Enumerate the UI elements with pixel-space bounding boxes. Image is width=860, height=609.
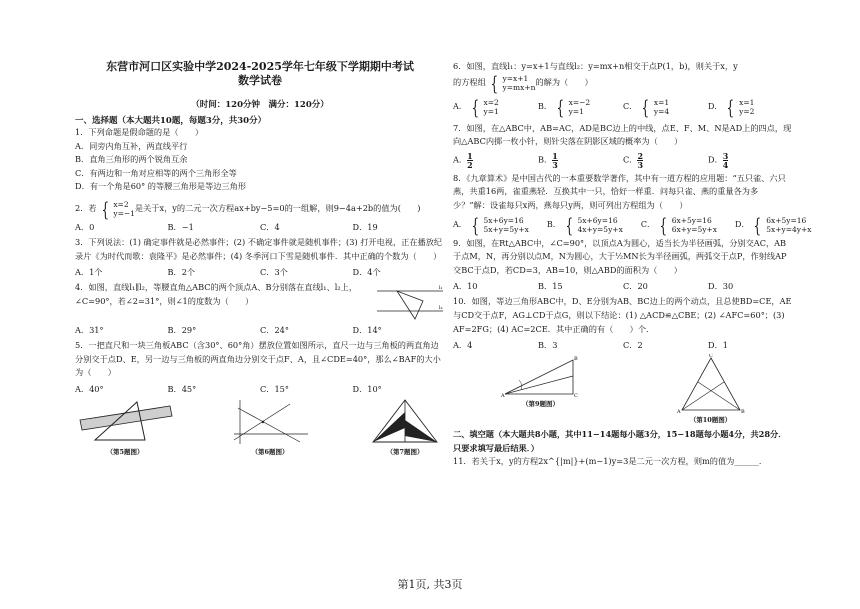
q9-stem: 9．如图，在Rt△ABC中，∠C=90°，以顶点A为圆心，适当长为半径画弧，分别交AC，AB于点M，N，再分别以点M，N为圆心，大于½MN长为半径画弧，两弧交于点P，作射线AP交BC于点D，若CD=3，AB=10，则△ABD的面积为（ ）	[453, 237, 787, 275]
section-1-heading: 一、选择题（本大题共10题，每题3分，共30分）	[75, 116, 267, 126]
q10-options: A．4 B．3 C．2 D．1	[453, 340, 728, 351]
q11-stem: 11．若关于x，y的方程2x^{|m|}+(m−1)y=3是二元一次方程，则m的值为______．	[453, 456, 768, 467]
svg-text:l₁: l₁	[439, 285, 443, 292]
q2-options: A．0 B．−1 C．4 D．19	[75, 221, 378, 232]
q5-options: A．40° B．45° C．15° D．10°	[75, 383, 382, 394]
q7-options: A． $\frac{1}{2}$ B． $\frac{1}{3}$ C． $\frac{2}{3}$ D． $\frac{3}{4}$	[453, 150, 729, 170]
q10-stem: 10．如图，等边三角形ABC中，D、E分别为AB、BC边上的两个动点，且总使BD=CE，AE与CD交于点F，AG⊥CD于点G，则以下结论：(1) △ACD≌△CBE；(2) ∠AFC=60°；(3) AF=2FG；(4) AC=2CE．其中正确的有（ ）个．	[453, 296, 792, 334]
fig-10-drawing	[676, 354, 746, 414]
fig-7-drawing	[365, 398, 445, 446]
title-line-2: 数学试卷	[238, 74, 282, 87]
q1-option-a: A．同旁内角互补，两直线平行	[75, 140, 188, 151]
q4-figure	[375, 281, 445, 321]
svg-text:B: B	[573, 356, 578, 363]
q9-options: A．10 B．15 C．20 D．30	[453, 281, 734, 292]
q6-stem: 6．如图，直线l₁：y=x+1与直线l₂：y=mx+n相交于点P(1，b)，则关于x，y	[453, 61, 738, 71]
fig-5: （第5题图）	[75, 398, 175, 456]
q4-stem: 4．如图，直线l₁∥l₂，等腰直角△ABC的两个顶点A、B分别落在直线l₁、l₂上，∠C=90°，若∠2=31°，则∠1的度数为（ ）	[75, 282, 358, 306]
title-line-1: 东营市河口区实验中学2024-2025学年七年级下学期期中考试	[106, 60, 414, 73]
left-column	[75, 60, 445, 456]
q3-stem: 3．下列说法：(1) 确定事件就是必然事件；(2) 不确定事件就是随机事件；(3) 打开电视，正在播放纪录片《为时代而歌：袁隆平》是必然事件；(4) 冬季河口下雪是随机事件．其中正确的个数为（ ）	[75, 236, 443, 261]
fig-9: A C B （第9题图）	[501, 354, 581, 424]
svg-text:l₂: l₂	[439, 305, 443, 312]
q1-option-d: D．有一个角是60° 的等腰三角形是等边三角形	[75, 181, 247, 192]
exam-meta: （时间：120分钟 满分：120分）	[191, 100, 329, 110]
q6-stem-system: 的方程组 { y=x+1 y=mx+n 的解为（ ）	[453, 70, 593, 95]
q1-stem: 1．下列命题是假命题的是（ ）	[75, 127, 204, 137]
exam-title	[75, 60, 445, 88]
right-column	[453, 60, 812, 469]
q8-stem: 8．《九章算术》是中国古代的一本重要数学著作，其中有一道方程的应用题：“五只雀、六只燕，共重16两，雀重燕轻．互换其中一只，恰好一样重．问每只雀、燕的重量各为多少？”解：设雀每只x两，燕每只y两，则可列出方程组为（ ）	[453, 172, 786, 210]
q8-options: A． { 5x+6y=16 5x+y=5y+x B． { 5x+6y=16 4x+y=5y+x C． { 6x+5y=16 6x+y=5y+x D． { 6x+5y=16 5x+y=4y+x	[453, 212, 812, 237]
q6-option-d: D． { x=1 y=2	[708, 94, 755, 119]
q5-stem: 5．一把直尺和一块三角板ABC（含30°、60°角）摆放位置如图所示，直尺一边与三角板的两直角边分别交于点D、E，另一边与三角板的两直角边分别交于点F、A，且∠CDE=40°，那么∠BAF的大小为（ ）	[75, 340, 441, 378]
fig-7: （第7题图）	[365, 398, 445, 456]
q2-stem: 2．若 { x=2 y=−1 是关于x，y的二元一次方程ax+by−5=0的一组解，则9−4a+2b的值为( )	[75, 196, 421, 221]
q4-options: A．31° B．29° C．24° D．14°	[75, 325, 382, 336]
svg-text:C: C	[708, 354, 713, 360]
fig-6: （第6题图）	[230, 398, 310, 456]
left-figures	[75, 398, 445, 456]
fig-5-drawing	[75, 398, 175, 446]
svg-text:A: A	[500, 393, 505, 399]
svg-text:B: B	[740, 409, 745, 415]
right-figures	[453, 354, 793, 424]
q6-option-b: B． { x=−2 y=1	[538, 94, 591, 119]
svg-text:C: C	[573, 393, 578, 399]
section-2-heading: 二、填空题（本大题共8小题，其中11−14题每小题3分，15−18题每小题4分，共28分．只要求填写最后结果．）	[453, 429, 787, 453]
page-footer: 第1页, 共3页	[397, 578, 463, 591]
q6-option-c: C． { x=1 y=4	[623, 94, 670, 119]
fig-9-drawing	[501, 354, 581, 398]
q7-stem: 7．如图，在△ABC中，AB=AC，AD是BC边上的中线，点E、F、M、N是AD上的四点，现向△ABC内掷一枚小针，则针尖落在阴影区域的概率为（ ）	[453, 122, 792, 147]
q3-options: A．1个 B．2个 C．3个 D．4个	[75, 267, 381, 278]
svg-text:A: A	[676, 409, 681, 415]
q6-option-a: A． { x=2 y=1	[453, 94, 499, 119]
q2-system: x=2 y=−1	[113, 199, 135, 218]
fig-10: C A B （第10题图）	[676, 354, 745, 425]
q1-option-c: C．有两边和一角对应相等的两个三角形全等	[75, 167, 237, 178]
q4-block	[75, 281, 445, 321]
q6-options	[453, 94, 793, 119]
fig-6-drawing	[230, 398, 310, 446]
q1-option-b: B．直角三角形的两个锐角互余	[75, 154, 188, 165]
